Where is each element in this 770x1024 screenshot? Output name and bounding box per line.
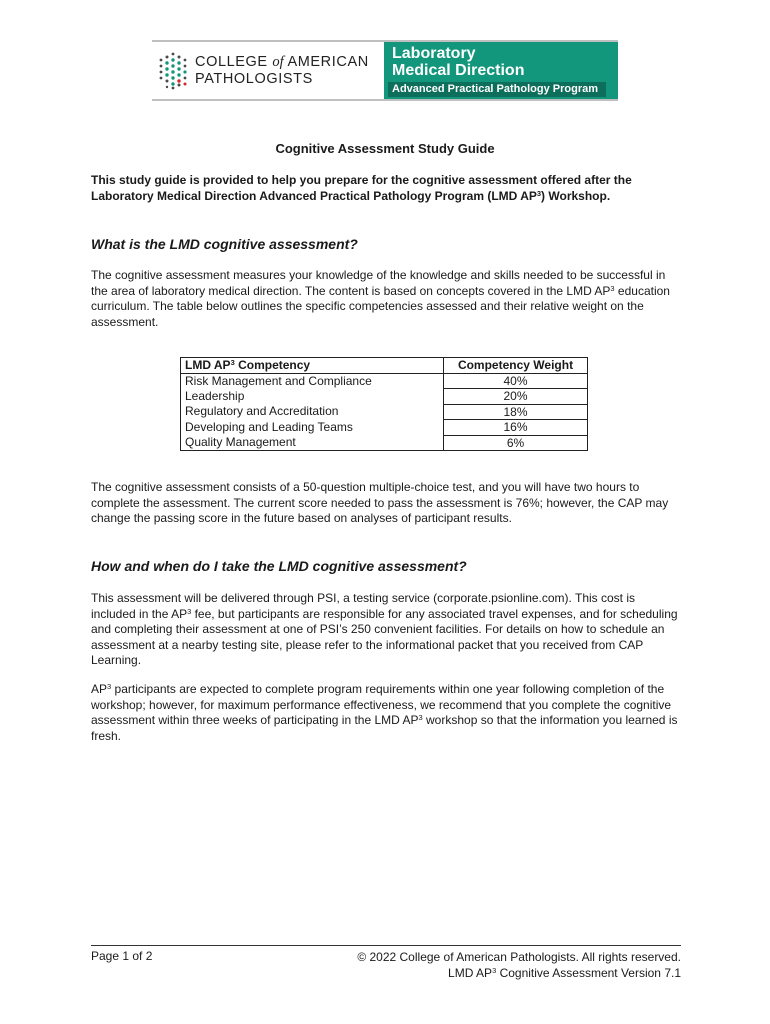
section1-paragraph1	[91, 268, 681, 330]
competency-column-header	[181, 358, 444, 374]
intro-sup: 3	[536, 189, 542, 198]
weight-cell: 16%	[444, 420, 588, 436]
competency-table	[180, 357, 588, 451]
table-row	[181, 373, 588, 389]
page-number: Page 1 of 2	[91, 949, 153, 963]
weight-cell: 18%	[444, 404, 588, 420]
copyright-text: © 2022 College of American Pathologists. All rights reserved.	[357, 950, 681, 964]
cap-logo-line1-b: AMERICAN	[283, 54, 369, 70]
s1p1-text-a: The cognitive assessment measures your knowledge of the knowledge and skills needed to be successful in the area of laboratory medical direction. The content is based on concepts covered in the LMD AP	[91, 268, 666, 298]
intro-paragraph	[91, 172, 681, 204]
weight-column-header: Competency Weight	[444, 358, 588, 374]
cap-logo-line1-a: COLLEGE	[195, 54, 273, 70]
s2p2-suffix: workshop so that the information you learned is fresh.	[91, 713, 678, 743]
s2p2-sup1: 3	[107, 682, 112, 691]
cap-logo	[157, 50, 382, 92]
section2-paragraph1	[91, 591, 681, 669]
cap-logo-line1-of: of	[272, 54, 284, 70]
footer-copyright-block	[357, 949, 681, 981]
table-row	[181, 404, 588, 420]
intro-text-a: This study guide is provided to help you prepare for the cognitive assessment offered after the Laboratory Medical Direction Advanced Practical Pathology Program (LMD AP	[91, 173, 632, 203]
table-row	[181, 435, 588, 451]
banner-line1: Laboratory	[392, 45, 476, 62]
s2p1-text-b: fee, but participants are responsible for any associated travel expenses, and for scheduling and completing their assessment at one of PSI’s 250 convenient facilities. For details on how to schedule an assessment at a nearby testing site, please refer to the informational packet that you received from CAP Learning.	[91, 606, 678, 668]
competency-cell: Regulatory and Accreditation	[181, 404, 444, 420]
page-title: Cognitive Assessment Study Guide	[275, 141, 495, 156]
table-row	[181, 389, 588, 405]
s1p1-text-b: education curriculum. The table below outlines the specific competencies assessed and their relative weight on the assessment.	[91, 283, 670, 329]
table-header-row	[181, 358, 588, 374]
lmd-program-banner	[384, 42, 618, 99]
cap-logo-text	[195, 54, 369, 88]
version-text	[357, 965, 681, 981]
section2-paragraph2	[91, 682, 681, 744]
section1-heading: What is the LMD cognitive assessment?	[91, 236, 358, 252]
section2-heading: How and when do I take the LMD cognitive assessment?	[91, 558, 467, 574]
header-bottom-rule	[152, 99, 618, 101]
weight-cell: 40%	[444, 373, 588, 389]
section1-paragraph2: The cognitive assessment consists of a 50-question multiple-choice test, and you will have two hours to complete the assessment. The current score needed to pass the assessment is 76%; however, the CAP may change the passing score in the future based on analyses of participant results.	[91, 480, 669, 526]
banner-line2: Medical Direction	[392, 62, 525, 79]
cap-logo-line2: PATHOLOGISTS	[195, 71, 313, 87]
intro-text-b: ) Workshop.	[541, 189, 611, 203]
s2p2-prefix: AP	[91, 682, 108, 696]
competency-header-prefix: LMD AP	[185, 358, 231, 372]
competency-header-sup: 3	[230, 358, 235, 367]
weight-cell: 6%	[444, 435, 588, 451]
banner-line3: Advanced Practical Pathology Program	[388, 82, 606, 97]
s2p2-middle: participants are expected to complete program requirements within one year following completion of the workshop; however, for maximum performance effectiveness, we recommend that you complete the cognitive assessment within three weeks of participating in the LMD AP	[91, 682, 672, 728]
footer-rule	[91, 945, 681, 946]
competency-cell: Risk Management and Compliance	[181, 373, 444, 389]
competency-cell: Developing and Leading Teams	[181, 420, 444, 436]
competency-cell: Leadership	[181, 389, 444, 405]
weight-cell: 20%	[444, 389, 588, 405]
version-sup: 3	[492, 966, 497, 975]
s2p2-sup2: 3	[418, 713, 423, 723]
s2p1-sup: 3	[187, 606, 192, 616]
version-prefix: LMD AP	[448, 966, 493, 980]
s1p1-sup: 3	[610, 283, 615, 293]
table-row	[181, 420, 588, 436]
cap-logo-mark-icon	[157, 51, 189, 91]
competency-header-suffix: Competency	[234, 358, 311, 372]
competency-cell: Quality Management	[181, 435, 444, 451]
version-suffix: Cognitive Assessment Version 7.1	[496, 966, 681, 980]
s2p1-text-a: This assessment will be delivered through PSI, a testing service (corporate.psionline.com). This cost is included in the AP	[91, 591, 636, 621]
